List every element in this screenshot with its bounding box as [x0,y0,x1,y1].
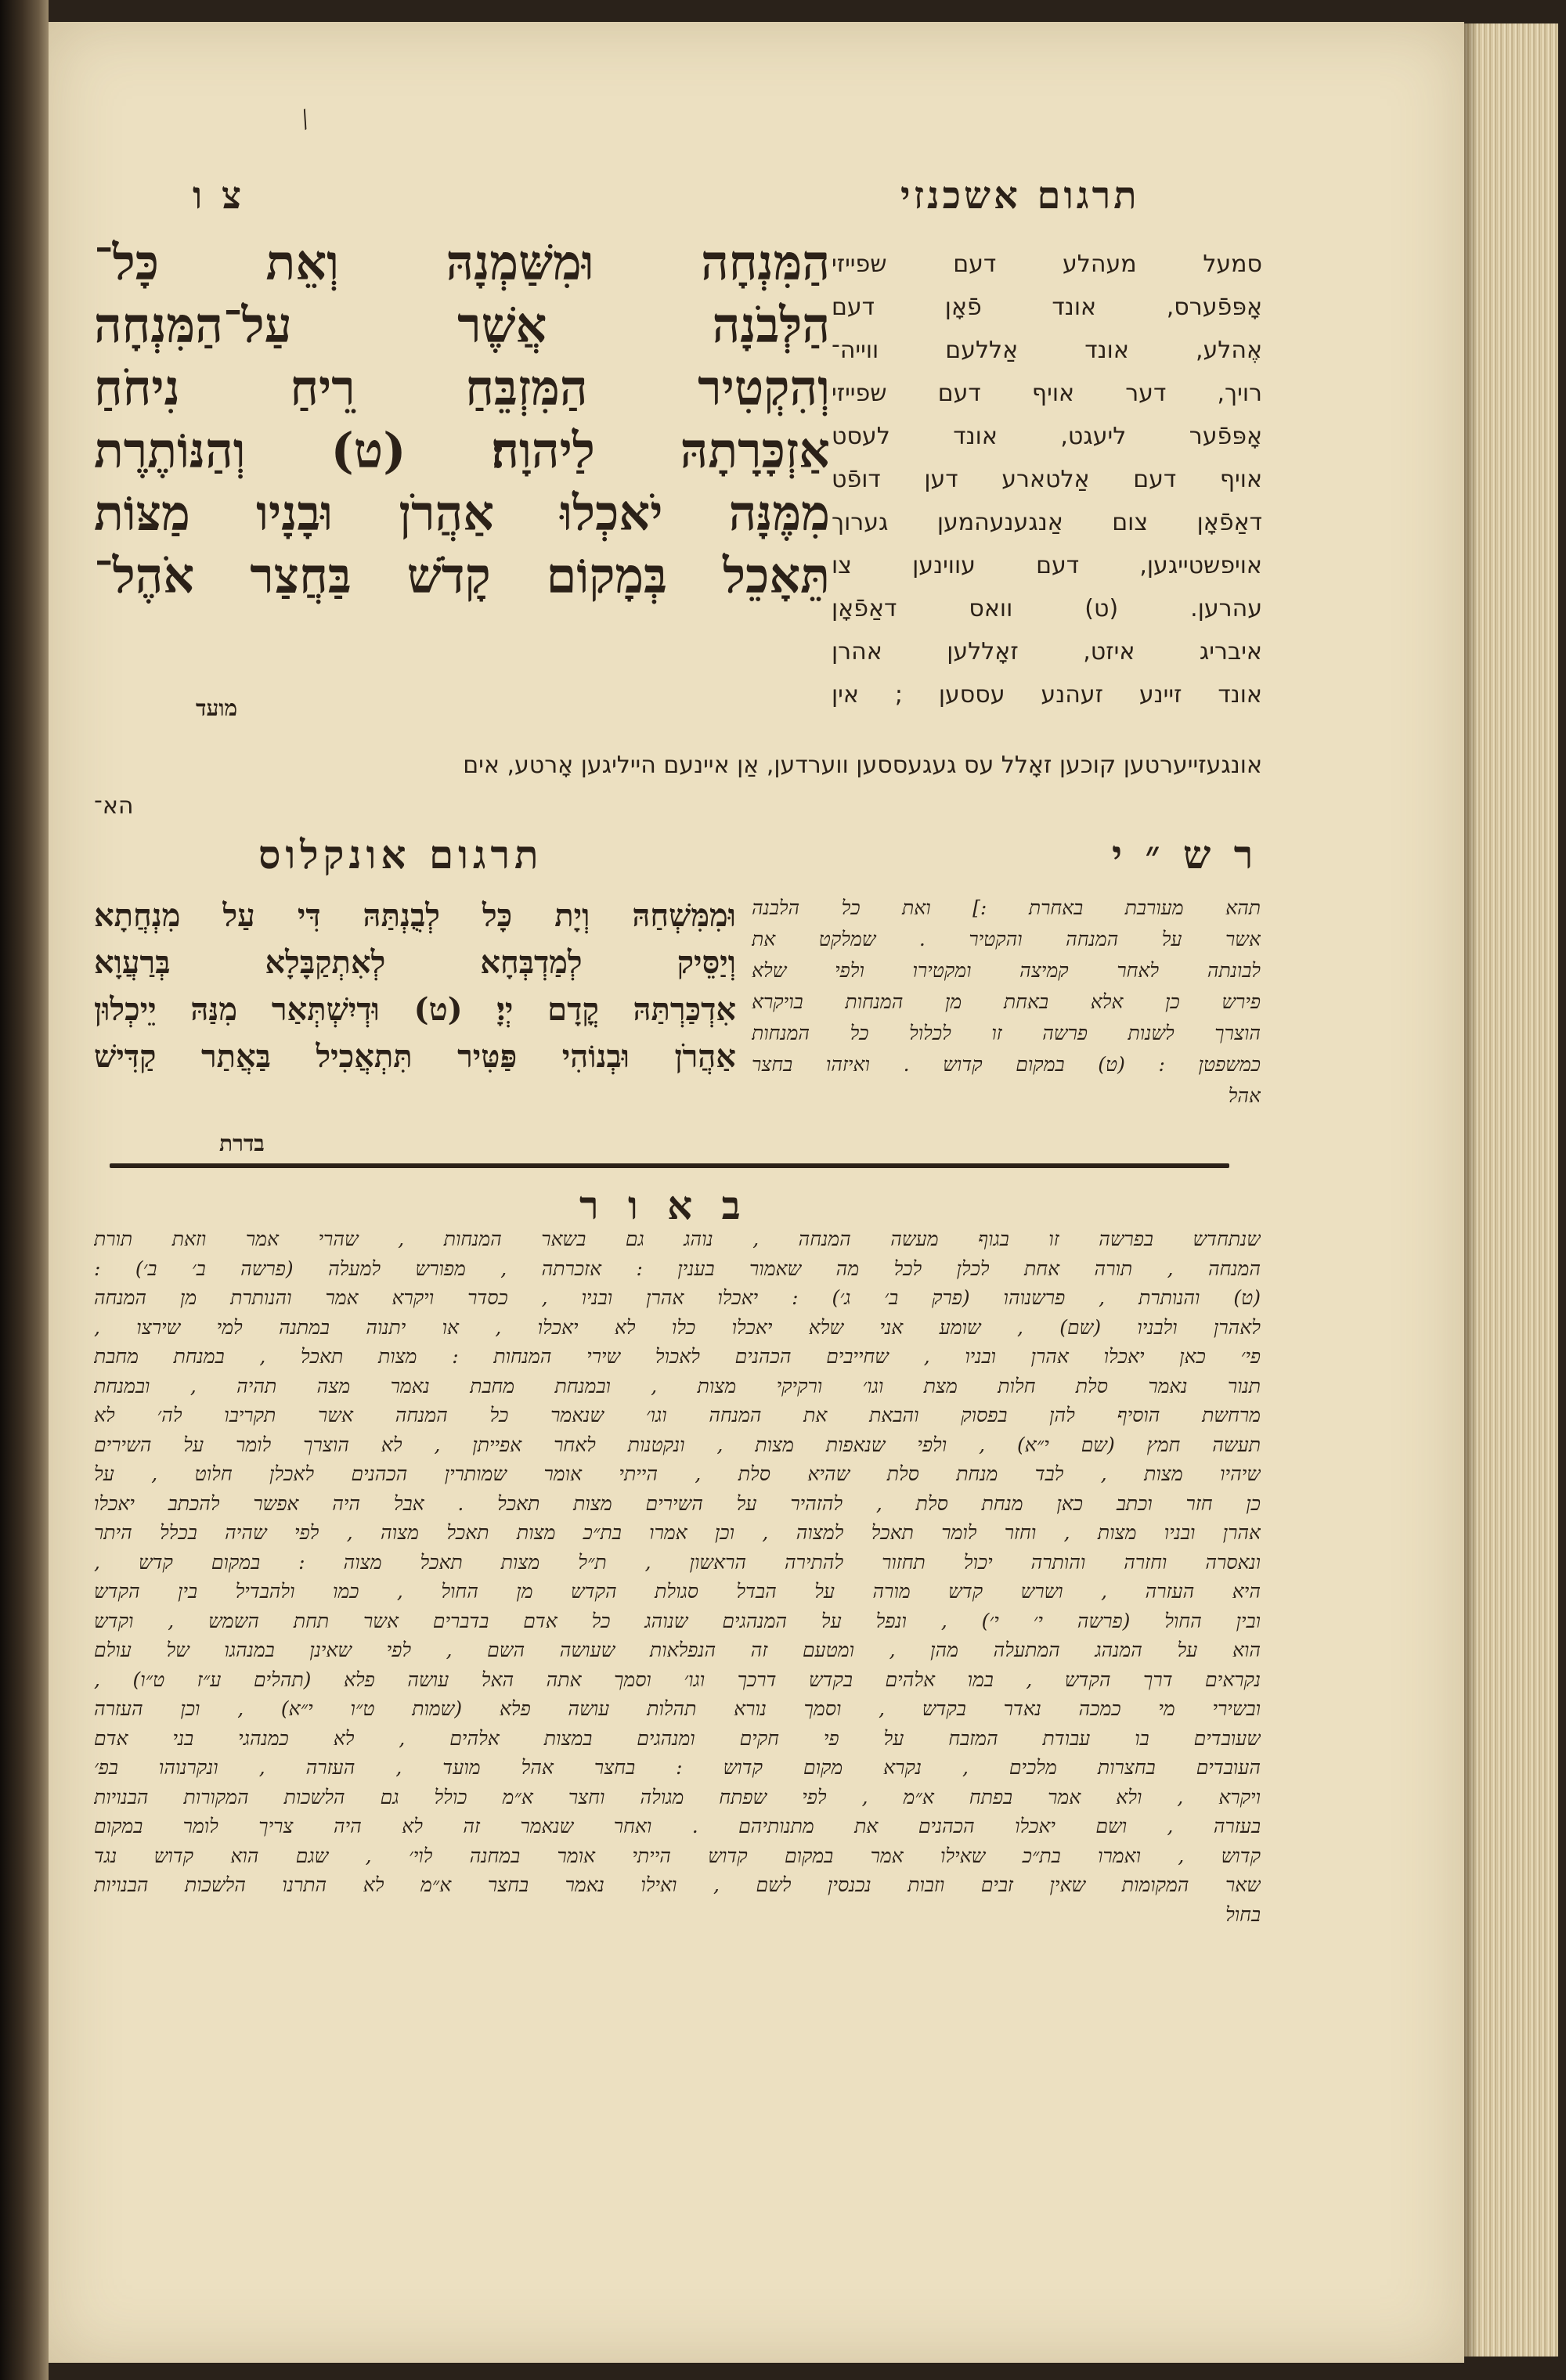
onkelos-heading: תרגום אונקלוס [258,831,543,878]
yiddish-line: אויף דעם אַלטארע דען דופֿט [832,466,1262,493]
running-head-left: צ ו [193,174,245,218]
biur-commentary [94,1224,1261,1929]
rashi-line: אהל [1228,1084,1261,1107]
biblical-text-line: מִמֶּנָּה יֹאכְלוּ אַהֲרֹן וּבָנָיו מַצּוֹת [94,485,830,542]
catchword-onkelos: בדרת [219,1130,265,1156]
rashi-line: לבונתה לאחר קמיצה ומקטירו ולפי שלא [752,959,1261,982]
page-edges-shade [1464,23,1478,2357]
rashi-line: הוצרך לשנות פרשה זו לכלול כל המנחות [752,1022,1261,1044]
rashi-line: אשר על המנחה והקטיר . שמלקט את [752,928,1261,950]
biur-line: נקראים דרך הקדש , במו אלהים בקדש דרכך וגו׳ וסמך אתה האל עושה פלא (תהלים ע״ז ט״ו) , [94,1668,1261,1691]
section-divider [110,1163,1229,1168]
biblical-text-line: תֵּאָכֵל בְּמָקוֹם קָדֹשׁ בַּחֲצַר אֹהֶל־ [94,547,830,604]
biur-line: שעובדים בו עבודת המזבח על פי חקים ומנהגים במצות אלהים , לא כמנהגי בני אדם [94,1726,1261,1750]
biur-line: לאהרן ולבניו (שם) , שומע אני שלא יאכלו כלו לא יאכלו , או יתנוה במתנה למי שירצו , [94,1315,1261,1339]
page-edges [1464,23,1558,2357]
rashi-heading: ר ש ״ י [1112,831,1258,878]
biur-line: מרחשת הוסיף להן בפסוק והבאת את המנחה וגו׳ שנאמר כל המנחה אשר תקריבו לה׳ לא [94,1404,1261,1426]
biur-line: שיהיו מצות , לבד מנחת סלת שהיא סלת , הייתי אומר שמותרין הכהנים לאכלן חלוט , על [94,1462,1261,1485]
onkelos-line: וְיַסֵּיק לְמַדְבְּחָא לְאִתְקַבָּלָא בְּרַעֲוָא [94,944,736,981]
book-binding [0,0,49,2380]
biur-line: שאר המקומות שאין זבים וזבות נכנסין לשם , ואילו נאמר בחצר א״מ לא התרנו הלשכות הבנויות [94,1873,1261,1896]
rashi-line: פירש כן אלא באחת מן המנחות בויקרא [752,990,1261,1013]
yiddish-line: אויפשטייגען, דעם עווינען צו [832,552,1262,579]
biur-line: היא העזרה , ושרש קדש מורה על הבדל סגולת הקדש מן החול , כמו ולהבדיל בין הקדש [94,1580,1261,1603]
rashi-line: כמשפטן : (ט) במקום קדוש . ואיזהו בחצר [752,1053,1261,1076]
biur-line: העובדים בחצרות מלכים , נקרא מקום קדוש : בחצר אהל מועד , העזרה , ונקרנוהו בפ׳ [94,1756,1261,1779]
biblical-text-line: הַמִּנְחָה וּמִשַּׁמְנָהּ וְאֵת כָּל־ [94,234,830,291]
biur-line: ובשירי מי כמכה נאדר בקדש , וסמך נורא תהלות עושה פלא (שמות ט״ו י״א) , וכן העזרה [94,1697,1261,1720]
yiddish-line: סמעל מעהלע דעם שפייזי [832,251,1262,278]
yiddish-line: אָפּפֿערס, אונד פֿאָן דעם [832,294,1262,321]
yiddish-line: אונד זיינע זעהנע עססען ; אין [832,681,1262,709]
biur-line: אהרן ובניו מצות , וחזר לומר תאכל למצוה , וכן אמרו בת״כ מצות תאכל מצוה , לפי שהיה בכלל היתר [94,1521,1261,1544]
biblical-text [94,232,830,608]
biur-line: פי׳ כאן יאכלו אהרן ובניו , שחייבים הכהנים לאכול שירי המנחות : מצות תאכל , במנחת מחבת [94,1345,1261,1368]
biur-line: הוא על המנהג המתעלה מהן , ומטעם זה הנפלאות שעושה השם , לפי שאינן במנהגו של עולם [94,1639,1261,1661]
yiddish-line: רויך, דער אויף דעם שפייזי [832,380,1262,407]
biur-line: בעזרה , ושם יאכלו הכהנים את מתנותיהם . ואחר שנאמר זה לא היה צריך לומר במקום [94,1815,1261,1837]
onkelos-column [94,892,736,1080]
biur-line: ונאסרה וחזרה והותרה יכול תחזור להתירה הראשון , ת״ל מצות תאכל מצוה : במקום קדש , [94,1550,1261,1574]
biur-line: המנחה , תורה אחת לכלן לכל מה שאמור בענין : אזכרתה , מפורש למעלה (פרשה ב׳ ב׳) : [94,1257,1261,1280]
biblical-text-line: וְהִקְטִיר הַמִּזְבֵּחַ רֵיחַ נִיחֹחַ [94,359,830,416]
onkelos-line: אִדְכַּרְתַּהּ קֳדָם יְיָ׃ (ט) וּדְיִשְׁתְּאַר מִנַּהּ יֵיכְלוּן [94,991,736,1028]
biur-line: כן חזר וכתב כאן מנחת סלת , להזהיר על השירים מצות תאכל . אבל היה אפשר להכתב יאכלו [94,1491,1261,1515]
biur-heading: ב א ו ר [579,1182,749,1228]
biur-line: ובין החול (פרשה י׳ י׳) , ונפל על המנהגים שנוהג כל אדם בדברים אשר תחת השמש , וקדש [94,1609,1261,1632]
yiddish-line: עהרען. (ט) וואס דאַפֿאָן [832,595,1262,622]
biur-line: ויקרא , ולא אמר בפתח א״מ , לפי שפתח מגולה וחצר א״מ כולל גם הלשכות המקורות הבנויות [94,1785,1261,1808]
yiddish-line: דאַפֿאָן צום אַנגענעהמען גערוך [832,509,1262,536]
yiddish-line-wide: אונגעזייערטען קוכען זאָלל עס געגעססען ווערדען, אַן איינעם הייליגען אָרטע, אים [463,752,1262,779]
biblical-text-line: הַלְּבֹנָה אֲשֶׁר עַל־הַמִּנְחָה [94,297,830,354]
biur-line: (ט) והנותרת , פרשנוהו (פרק ב׳ ג׳) : יאכלו אהרן ובניו , כסדר ויקרא אמר והנותרת מן המנחה [94,1286,1261,1309]
yiddish-tail: הא־ [94,792,134,820]
onkelos-line: אַהֲרֹן וּבְנוֹהִי פַּטִּיר תִּתְאֲכִיל בַּאֲתַר קַדִּישׁ [94,1038,736,1075]
catchword-main: מועד [196,695,238,721]
rashi-column [752,892,1261,1112]
biur-line: קדוש , ואמרו בת״כ שאילו אמר במקום קדוש הייתי אומר במחנה לוי׳ , שגם הוא קדוש נגד [94,1844,1261,1867]
ink-mark: ⁄ [296,107,316,133]
running-head-right: תרגום אשכנזי [900,174,1140,218]
yiddish-line: אָפּפֿער ליעגט, אונד לעסט [832,423,1262,450]
yiddish-line: אֶהלע, אונד אַללעם ווייה־ [832,337,1262,364]
onkelos-line: וּמִמִּשְׁחַהּ וְיָת כָּל לְבֻנְתַּהּ דִּי עַל מִנְחֲתָא [94,897,736,934]
biur-line: תנור נאמר סלת חלות מצת וגו׳ ורקיקי מצות , ובמנחת מחבת נאמר מצה תהיה , ובמנחת [94,1374,1261,1397]
biblical-text-line: אַזְכָּרָתָהּ לַיהוָה׃ (ט) וְהַנּוֹתֶרֶת [94,422,830,479]
rashi-line: תהא מעורבת באחרת :] ואת כל הלבנה [752,896,1261,919]
biur-line: בחול [1225,1902,1261,1926]
yiddish-line: איבריג איזט, זאָללען אהרן [832,638,1262,665]
yiddish-translation [832,243,1262,716]
biur-line: תעשה חמץ (שם י״א) , ולפי שנאפות מצות , ונקטנות לאחר אפייתן , לא הוצרך לומר על השירים [94,1433,1261,1456]
biur-line: שנתחדש בפרשה זו בגוף מעשה המנחה , נוהג גם בשאר המנחות , שהרי אמר וזאת תורת [94,1228,1261,1250]
